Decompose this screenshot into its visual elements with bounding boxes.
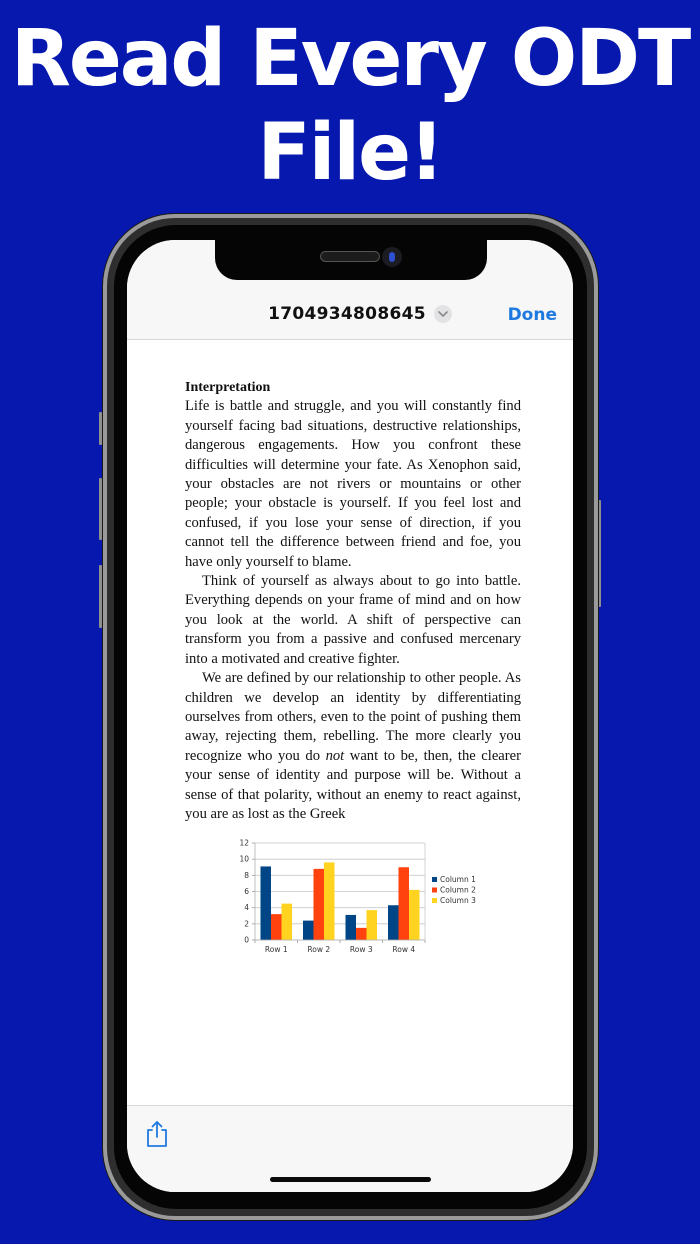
document-title-button[interactable] (268, 304, 452, 324)
x-tick-label: Row 3 (349, 945, 373, 954)
front-camera (382, 247, 402, 267)
bar (261, 866, 272, 940)
done-button[interactable]: Done (507, 305, 557, 325)
paragraph-1: Life is battle and struggle, and you will constantly find yourself facing bad situations, destructive relationships, dangerous engagements. How you confront these difficulties will determine your fate. As Xenophon said, your obstacles are not rivers or mountains or other people; your obstacle is yourself. If you feel lost and confused, if you lose your sense of direction, if you cannot tell the difference between friend and foe, you have only yourself to blame. (185, 398, 521, 570)
bar (324, 862, 335, 940)
bar (409, 890, 420, 940)
phone-screen (127, 240, 573, 1192)
chevron-down-icon[interactable] (434, 305, 452, 323)
phone-volume-down-button (99, 565, 102, 628)
paragraph-3-text-a: We are defined by our relationship to other people. As children we develop an identity by differentiating ourselves from others, even to the point of pushing them away, rejecting them, rebelling. The more clearly you recognize who you do (185, 670, 521, 764)
phone-volume-up-button (99, 478, 102, 540)
document-title: 1704934808645 (268, 304, 426, 324)
promo-headline-line1: Read Every ODT (10, 14, 690, 104)
document-title-area (127, 304, 573, 324)
earpiece-speaker (320, 251, 380, 262)
paragraph-3-text-b: want to be, then, the clearer your sense of identity and purpose will be. Without a sense of that polarity, without an enemy to react against, you are as lost as the Greek (185, 747, 521, 822)
x-tick-label: Row 4 (392, 945, 416, 954)
bar (399, 867, 410, 940)
y-tick-label: 10 (239, 854, 249, 864)
promo-headline-line2: File! (257, 108, 443, 198)
legend-label: Column 3 (440, 896, 476, 905)
bar (346, 915, 357, 940)
y-tick-label: 12 (239, 838, 249, 848)
y-tick-label: 6 (244, 887, 249, 896)
document-content (185, 378, 521, 824)
home-indicator[interactable] (270, 1177, 431, 1182)
promo-headline (0, 12, 700, 200)
y-tick-label: 0 (244, 935, 249, 945)
phone-silent-switch (99, 412, 102, 445)
bar (282, 904, 293, 940)
paragraph-3 (185, 669, 521, 824)
bar (388, 905, 399, 940)
legend-label: Column 1 (440, 875, 476, 884)
x-tick-label: Row 2 (307, 945, 331, 954)
bar (356, 928, 367, 940)
bar (314, 869, 325, 940)
share-icon[interactable] (145, 1120, 169, 1148)
phone-notch (215, 240, 487, 280)
phone-power-button (598, 500, 601, 607)
y-tick-label: 4 (244, 903, 249, 913)
bar (367, 910, 378, 940)
paragraph-3-italic: not (325, 747, 345, 764)
legend-label: Column 2 (440, 885, 476, 895)
bar-chart-graphic (230, 836, 490, 960)
x-tick-label: Row 1 (264, 945, 288, 954)
y-tick-label: 2 (244, 919, 249, 929)
y-tick-label: 8 (244, 870, 249, 880)
paragraph-2: Think of yourself as always about to go into battle. Everything depends on your frame of mind and on how you look at the world. A shift of perspective can transform you from a passive and confused mercenary into a motivated and creative fighter. (185, 573, 521, 667)
bar (271, 914, 282, 940)
bar (303, 921, 314, 940)
section-heading: Interpretation (185, 380, 271, 395)
embedded-bar-chart (230, 836, 490, 960)
